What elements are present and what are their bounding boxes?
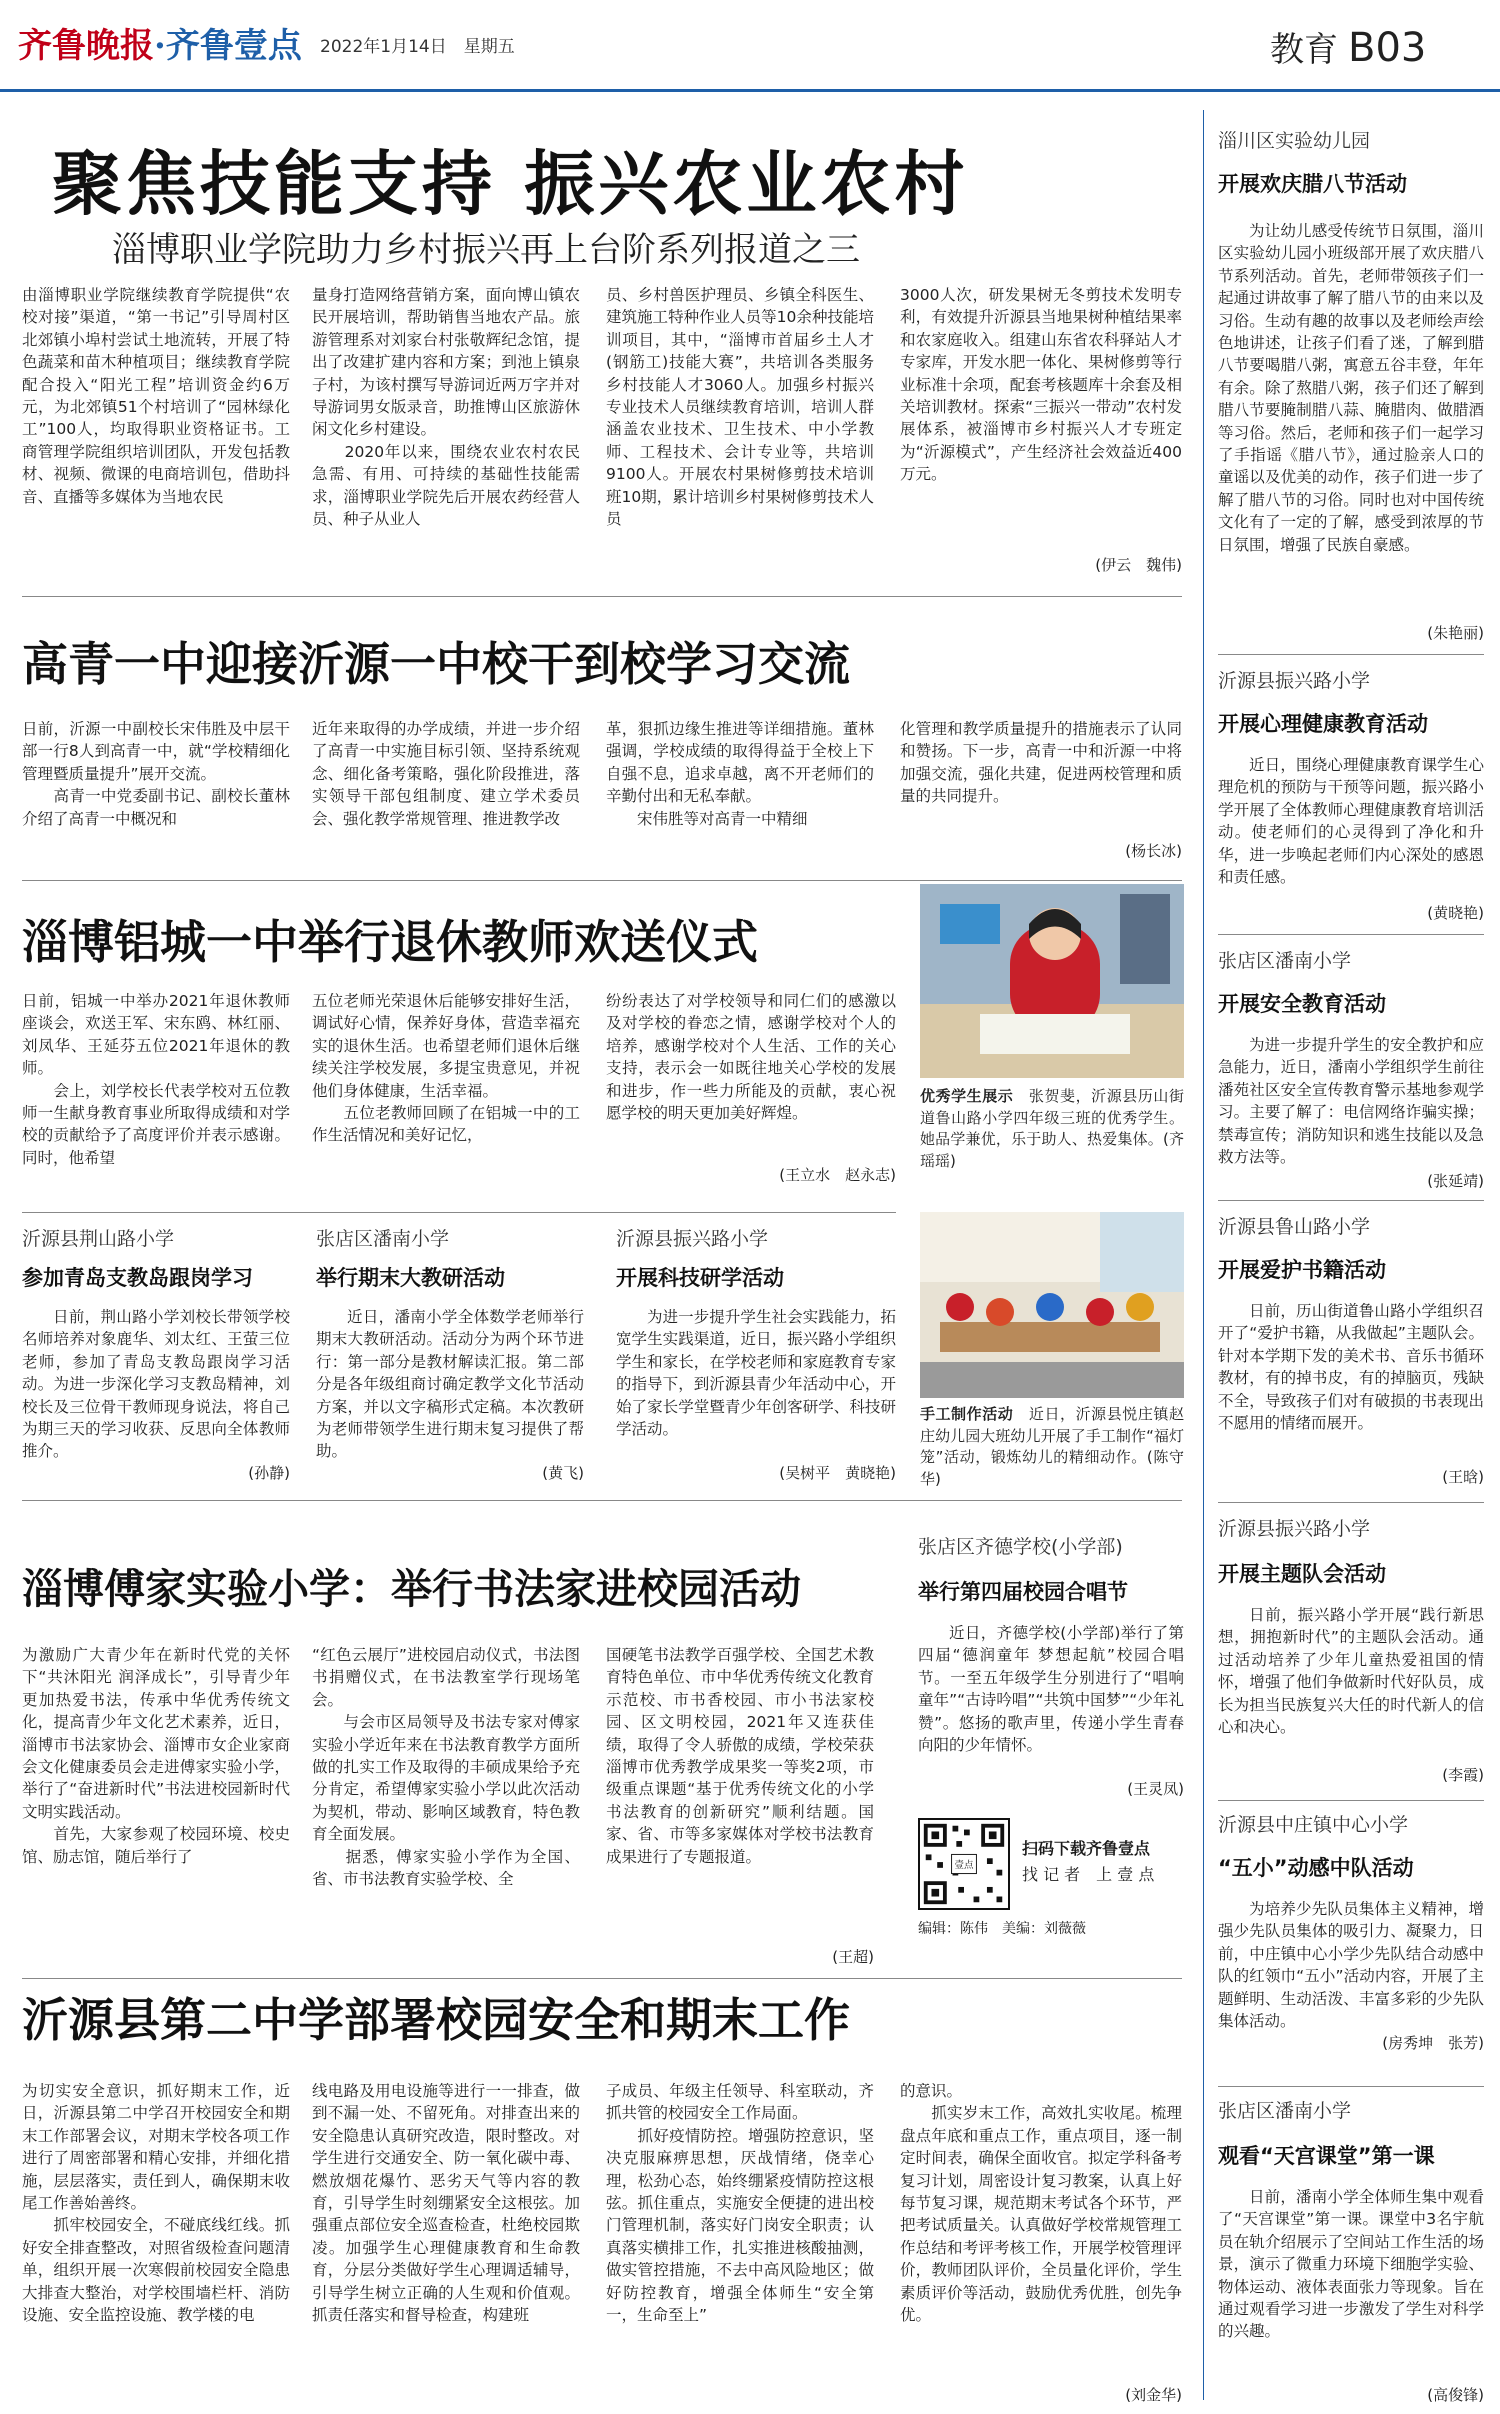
page-number: B03 xyxy=(1348,25,1427,71)
divider xyxy=(22,1500,1182,1501)
brief-byline: (吴树平 黄晓艳) xyxy=(779,1464,896,1482)
brief-headline: 参加青岛支教岛跟岗学习 xyxy=(22,1266,253,1290)
sidebar-headline: 观看“天宫课堂”第一课 xyxy=(1218,2144,1435,2168)
photo2-caption: 手工制作活动 近日，沂源县悦庄镇赵庄幼儿园大班幼儿开展了手工制作“福灯笼”活动，锻炼幼儿的精细动作。(陈守华) xyxy=(920,1405,1184,1488)
lead-byline: (伊云 魏伟) xyxy=(1095,556,1182,574)
safety-column-4: 的意识。 抓实岁末工作，高效扎实收尾。梳理盘点年底和重点工作，重点项目，逐一制定时间表，确保全面收官。拟定学科备考复习计划，周密设计复习教案，认真上好每节复习课，规范期末考试各个环节，严把考试质量关。认真做好学校常规管理工作总结和考评考核工作，开展学校管理评价，教师团队评价，全员量化评价，学生素质评价等活动，鼓励优秀优胜，创先争优。 xyxy=(900,2082,1182,2325)
sidebar-headline: “五小”动感中队活动 xyxy=(1218,1856,1414,1880)
lead-column-4: 3000人次，研发果树无冬剪技术发明专利，有效提升沂源县当地果树种植结果率和农家庭收入。组建山东省农科驿站人才专家库，开发水肥一体化、果树修剪等行业标准十余项，配套考核题库十余套及相关培训教材。探索“三振兴一带动”农村发展体系，被淄博市乡村振兴人才专班定为“沂源模式”，产生经济社会效益近400万元。 xyxy=(900,286,1182,484)
sidebar-headline: 开展主题队会活动 xyxy=(1218,1562,1386,1586)
sidebar-kicker: 沂源县振兴路小学 xyxy=(1218,670,1371,692)
divider xyxy=(22,880,1182,881)
sidebar-body: 日前，历山街道鲁山路小学组织召开了“爱护书籍，从我做起”主题队会。针对本学期下发的美术书、音乐书循环教材，有的掉书皮，有的掉脑页，残缺不全，导致孩子们对有破损的书表现出不愿用的情绪而展开。 xyxy=(1218,1302,1484,1433)
brief-kicker: 张店区潘南小学 xyxy=(316,1228,450,1250)
calligraphy-byline: (王超) xyxy=(832,1948,874,1966)
brief-kicker: 张店区齐德学校(小学部) xyxy=(918,1536,1123,1558)
gaoqing-headline: 高青一中迎接沂源一中校干到校学习交流 xyxy=(22,637,850,691)
gaoqing-byline: (杨长冰) xyxy=(1125,842,1182,860)
sidebar-byline: (高俊锋) xyxy=(1427,2386,1484,2404)
column-divider xyxy=(1203,110,1204,2400)
calligraphy-column-2: “红色云展厅”进校园启动仪式，书法图书捐赠仪式，在书法教室学行现场笔会。 与会市区局领导及书法专家对傅家实验小学近年来在书法教育教学方面所做的扎实工作及取得的丰硕成果给予充分肯定，希望傅家实验小学以此次活动为契机，带动、影响区域教育，特色教育全面发展。 据悉，傅家实验小学作为全国、省、市书法教育实验学校、全 xyxy=(312,1646,580,1889)
sidebar-kicker: 张店区潘南小学 xyxy=(1218,950,1352,972)
divider xyxy=(1218,934,1484,935)
brief-kicker: 沂源县荆山路小学 xyxy=(22,1228,175,1250)
gaoqing-column-3: 革，狠抓边缘生推进等详细措施。董林强调，学校成绩的取得得益于全校上下自强不息，追求卓越，离不开老师们的辛勤付出和无私奉献。 宋伟胜等对高青一中精细 xyxy=(606,720,874,828)
calligraphy-column-3: 国硬笔书法教学百强学校、全国艺术教育特色单位、市中华优秀传统文化教育示范校、市书香校园、市小书法家校园、区文明校园，2021年又连获佳绩，取得了令人骄傲的成绩，学校荣获淄博市优秀教学成果奖一等奖2项，市级重点课题“基于优秀传统文化的小学书法教育的创新研究”顺利结题。国家、省、市等多家媒体对学校书法教育成果进行了专题报道。 xyxy=(606,1646,874,1866)
safety-column-2: 线电路及用电设施等进行一一排查，做到不漏一处、不留死角。对排查出来的安全隐患认真研究改造，限时整改。对学生进行交通安全、防一氧化碳中毒、燃放烟花爆竹、恶劣天气等内容的教育，引导学生时刻绷紧安全这根弦。加强重点部位安全巡查检查，杜绝校园欺凌。加强学生心理健康教育和生命教育，分层分类做好学生心理调适辅导，引导学生树立正确的人生观和价值观。抓责任落实和督导检查，构建班 xyxy=(312,2082,580,2325)
brief-body: 日前，荆山路小学刘校长带领学校名师培养对象鹿华、刘太红、王萤三位老师，参加了青岛支教岛跟岗学习活动。为进一步深化学习支教岛精神，刘校长及三位骨干教师现身说法，将自己为期三天的学习收获、反思向全体教师推介。 xyxy=(22,1308,290,1461)
student-photo xyxy=(920,884,1184,1078)
brief-body: 近日，潘南小学全体数学老师举行期末大教研活动。活动分为两个环节进行：第一部分是教材解读汇报。第二部分是各年级组商讨确定教学文化节活动方案，并以文字稿形式定稿。本次教研为老师带领学生进行期末复习提供了帮助。 xyxy=(316,1308,584,1461)
sidebar-kicker: 沂源县中庄镇中心小学 xyxy=(1218,1814,1409,1836)
sidebar-byline: (张延靖) xyxy=(1427,1172,1484,1190)
gaoqing-column-4: 化管理和教学质量提升的措施表示了认同和赞扬。下一步，高青一中和沂源一中将加强交流，强化共建，促进两校管理和质量的共同提升。 xyxy=(900,720,1182,806)
qr-caption: 扫码下载齐鲁壹点 找 记 者 上 壹 点 xyxy=(1022,1839,1155,1884)
divider xyxy=(1218,654,1484,655)
sidebar-body: 近日，围绕心理健康教育课学生心理危机的预防与干预等问题，振兴路小学开展了全体教师心理健康教育培训活动。使老师们的心灵得到了净化和升华，进一步唤起老师们内心深处的感恩和责任感。 xyxy=(1218,756,1484,887)
calligraphy-headline: 淄博傅家实验小学：举行书法家进校园活动 xyxy=(22,1565,801,1613)
sidebar-headline: 开展欢庆腊八节活动 xyxy=(1218,172,1407,196)
sidebar-body: 为进一步提升学生的安全教护和应急能力，近日，潘南小学组织学生前往潘苑社区安全宣传教育警示基地参观学习。主要了解了：电信网络诈骗实操；禁毒宣传；消防知识和逃生技能以及急救方法等。 xyxy=(1218,1036,1484,1167)
sidebar-kicker: 沂源县鲁山路小学 xyxy=(1218,1216,1371,1238)
brief-byline: (黄飞) xyxy=(542,1464,584,1482)
divider xyxy=(22,1978,1182,1979)
sidebar-body: 为让幼儿感受传统节日氛围，淄川区实验幼儿园小班级部开展了欢庆腊八节系列活动。首先，老师带领孩子们一起通过讲故事了解了腊八节的由来以及习俗。生动有趣的故事以及老师绘声绘色地讲述，让孩子们看了迷，了解到腊八节要喝腊八粥，寓意五谷丰登，年年有余。除了熬腊八粥，孩子们还了解到腊八节要腌制腊八蒜、腌腊肉、做腊酒等习俗。然后，老师和孩子们一起学习了手指谣《腊八节》，通过脸亲人口的童谣以及优美的动作，孩子们进一步了解了腊八节的习俗。同时也对中国传统文化有了一定的了解，感受到浓厚的节日氛围，增强了民族自豪感。 xyxy=(1218,222,1484,554)
safety-column-1: 为切实安全意识，抓好期末工作，近日，沂源县第二中学召开校园安全和期末工作部署会议，对期末学校各项工作进行了周密部署和精心安排，并细化措施，层层落实，责任到人，确保期末收尾工作善始善终。 抓牢校园安全，不碰底线红线。抓好安全排查整改，对照省级检查问题清单，组织开展一次寒假前校园安全隐患大排查大整治，对学校围墙栏杆、消防设施、安全监控设施、教学楼的电 xyxy=(22,2082,290,2325)
brief-byline: (孙静) xyxy=(248,1464,290,1482)
qr-center-label: 壹点 xyxy=(954,1859,974,1871)
lead-column-2: 量身打造网络营销方案，面向博山镇农民开展培训，帮助销售当地农产品。旅游管理系对刘家台村张敬辉纪念馆，提出了改建扩建内容和方案；到池上镇泉子村，为该村撰写导游词近两万字并对导游词男女版录音，助推博山区旅游休闲文化乡村建设。 2020年以来，围绕农业农村农民急需、有用、可持续的基础性技能需求，淄博职业学院先后开展农药经营人员、种子从业人 xyxy=(312,286,580,529)
divider xyxy=(22,1212,896,1213)
sidebar-byline: (黄晓艳) xyxy=(1427,904,1484,922)
sidebar-kicker: 沂源县振兴路小学 xyxy=(1218,1518,1371,1540)
brief-headline: 开展科技研学活动 xyxy=(616,1266,784,1290)
sidebar-headline: 开展爱护书籍活动 xyxy=(1218,1258,1386,1282)
divider xyxy=(22,596,1182,597)
safety-headline: 沂源县第二中学部署校园安全和期末工作 xyxy=(22,1993,850,2047)
lead-column-3: 员、乡村兽医护理员、乡镇全科医生、建筑施工特种作业人员等10余种技能培训项目，其中，“淄博市首届乡土人才(钢筋工)技能大赛”，共培训各类服务乡村技能人才3060人。加强乡村振兴专业技术人员继续教育培训，培训人群涵盖农业技术、卫生技术、中小学教师、工程技术、会计专业等，共培训9100人。开展农村果树修剪技术培训班10期，累计培训乡村果树修剪技术人员 xyxy=(606,286,874,529)
qr-code[interactable] xyxy=(918,1818,1010,1910)
divider xyxy=(1218,1502,1484,1503)
divider xyxy=(1218,1800,1484,1801)
sidebar-byline: (房秀坤 张芳) xyxy=(1382,2034,1484,2052)
brief-headline: 举行第四届校园合唱节 xyxy=(918,1580,1128,1604)
retirement-column-3: 纷纷表达了对学校领导和同仁们的感激以及对学校的眷恋之情，感谢学校对个人的培养，感谢学校对个人生活、工作的关心支持，表示会一如既往地关心学校的发展和进步，作一些力所能及的贡献，衷心祝愿学校的明天更加美好辉煌。 xyxy=(606,992,896,1123)
brief-byline: (王灵凤) xyxy=(1127,1780,1184,1798)
lead-subtitle: 淄博职业学院助力乡村振兴再上台阶系列报道之三 xyxy=(112,230,860,270)
retirement-column-1: 日前，铝城一中举办2021年退休教师座谈会，欢送王军、宋东鸥、林红丽、刘凤华、王延芬五位2021年退休的教师。 会上，刘学校长代表学校对五位教师一生献身教育事业所取得成绩和对学校的贡献给予了高度评价并表示感谢。同时，他希望 xyxy=(22,992,290,1167)
section-label: 教育 B03 xyxy=(1270,25,1427,71)
sidebar-body: 日前，潘南小学全体师生集中观看了“天宫课堂”第一课。课堂中3名宇航员在轨介绍展示了空间站工作生活的场景，演示了微重力环境下细胞学实验、物体运动、液体表面张力等现象。旨在通过观看学习进一步激发了学生对科学的兴趣。 xyxy=(1218,2188,1484,2341)
retirement-column-2: 五位老师光荣退休后能够安排好生活，调试好心情，保养好身体，营造幸福充实的退休生活。也希望老师们退休后继续关注学校发展，多提宝贵意见，并祝他们身体健康，生活幸福。 五位老教师回顾了在铝城一中的工作生活情况和美好记忆， xyxy=(312,992,580,1145)
issue-date: 2022年1月14日 星期五 xyxy=(320,37,515,57)
brief-body: 近日，齐德学校(小学部)举行了第四届“德润童年 梦想起航”校园合唱节。一至五年级学生分别进行了“唱响童年”“古诗吟唱”“共筑中国梦”“少年礼赞”。悠扬的歌声里，传递小学生青春向阳的少年情怀。 xyxy=(918,1624,1184,1755)
calligraphy-column-1: 为激励广大青少年在新时代党的关怀下“共沐阳光 润泽成长”，引导青少年更加热爱书法，传承中华优秀传统文化，提高青少年文化艺术素养，近日，淄博市书法家协会、淄博市女企业家商会文化健康委员会走进傅家实验小学，举行了“奋进新时代”书法进校园新时代文明实践活动。 首先，大家参观了校园环境、校史馆、励志馆，随后举行了 xyxy=(22,1646,290,1866)
sidebar-headline: 开展心理健康教育活动 xyxy=(1218,712,1428,736)
editors-credit: 编辑：陈伟 美编：刘薇薇 xyxy=(918,1921,1086,1937)
newspaper-logo: 齐鲁晚报·齐鲁壹点 xyxy=(18,26,302,66)
lead-headline: 聚焦技能支持 振兴农业农村 xyxy=(52,142,969,225)
divider xyxy=(1218,2086,1484,2087)
photo1-caption: 优秀学生展示 张贺斐，沂源县历山街道鲁山路小学四年级三班的优秀学生。她品学兼优，乐于助人、热爱集体。(齐瑶瑶) xyxy=(920,1087,1184,1170)
sidebar-body: 日前，振兴路小学开展“践行新思想，拥抱新时代”的主题队会活动。通过活动培养了少年儿童热爱祖国的情怀，增强了他们争做新时代好队员，成长为担当民族复兴大任的时代新人的信心和决心。 xyxy=(1218,1606,1484,1737)
sidebar-kicker: 淄川区实验幼儿园 xyxy=(1218,130,1371,152)
retirement-byline: (王立水 赵永志) xyxy=(779,1166,896,1184)
brief-kicker: 沂源县振兴路小学 xyxy=(616,1228,769,1250)
retirement-headline: 淄博铝城一中举行退休教师欢送仪式 xyxy=(22,915,758,969)
safety-column-3: 子成员、年级主任领导、科室联动，齐抓共管的校园安全工作局面。 抓好疫情防控。增强防控意识，坚决克服麻痹思想，厌战情绪，侥幸心理，松劲心态，始终绷紧疫情防控这根弦。抓住重点，实施安全便捷的进出校门管理机制，落实好门岗安全职责；认真落实横排工作，扎实推进核酸抽测，做实管控措施，不去中高风险地区；做好防控教育，增强全体师生“安全第一，生命至上” xyxy=(606,2082,874,2325)
sidebar-headline: 开展安全教育活动 xyxy=(1218,992,1386,1016)
gaoqing-column-2: 近年来取得的办学成绩，并进一步介绍了高青一中实施目标引领、坚持系统观念、细化备考策略，强化阶段推进，落实领导干部包组制度、建立学术委员会、强化教学常规管理、推进教学改 xyxy=(312,720,580,828)
lead-column-1: 由淄博职业学院继续教育学院提供“农校对接”渠道，“第一书记”引导周村区北郊镇小埠村尝试土地流转，开展了特色蔬菜和苗木种植项目；继续教育学院配合投入“阳光工程”培训资金约6万元，为北郊镇51个村培训了“园林绿化工”100人，均取得职业资格证书。工商管理学院组织培训团队，开发包括教材、视频、微课的电商培训包，借助抖音、直播等多媒体为当地农民 xyxy=(22,286,290,506)
gaoqing-column-1: 日前，沂源一中副校长宋伟胜及中层干部一行8人到高青一中，就“学校精细化管理暨质量提升”展开交流。 高青一中党委副书记、副校长董林介绍了高青一中概况和 xyxy=(22,720,290,828)
sidebar-byline: (朱艳丽) xyxy=(1427,624,1484,642)
divider xyxy=(1218,1200,1484,1201)
brief-body: 为进一步提升学生社会实践能力，拓宽学生实践渠道，近日，振兴路小学组织学生和家长，在学校老师和家庭教育专家的指导下，到沂源县青少年活动中心，开始了家长学堂暨青少年创客研学、科技研学活动。 xyxy=(616,1308,896,1439)
brief-headline: 举行期末大教研活动 xyxy=(316,1266,505,1290)
sidebar-kicker: 张店区潘南小学 xyxy=(1218,2100,1352,2122)
safety-byline: (刘金华) xyxy=(1125,2386,1182,2404)
craft-photo xyxy=(920,1212,1184,1398)
sidebar-body: 为培养少先队员集体主义精神，增强少先队员集体的吸引力、凝聚力，日前，中庄镇中心小学少先队结合动感中队的红领巾“五小”活动内容，开展了主题鲜明、生动活泼、丰富多彩的少先队集体活动。 xyxy=(1218,1900,1484,2031)
sidebar-byline: (王晗) xyxy=(1442,1468,1484,1486)
sidebar-byline: (李霞) xyxy=(1442,1766,1484,1784)
